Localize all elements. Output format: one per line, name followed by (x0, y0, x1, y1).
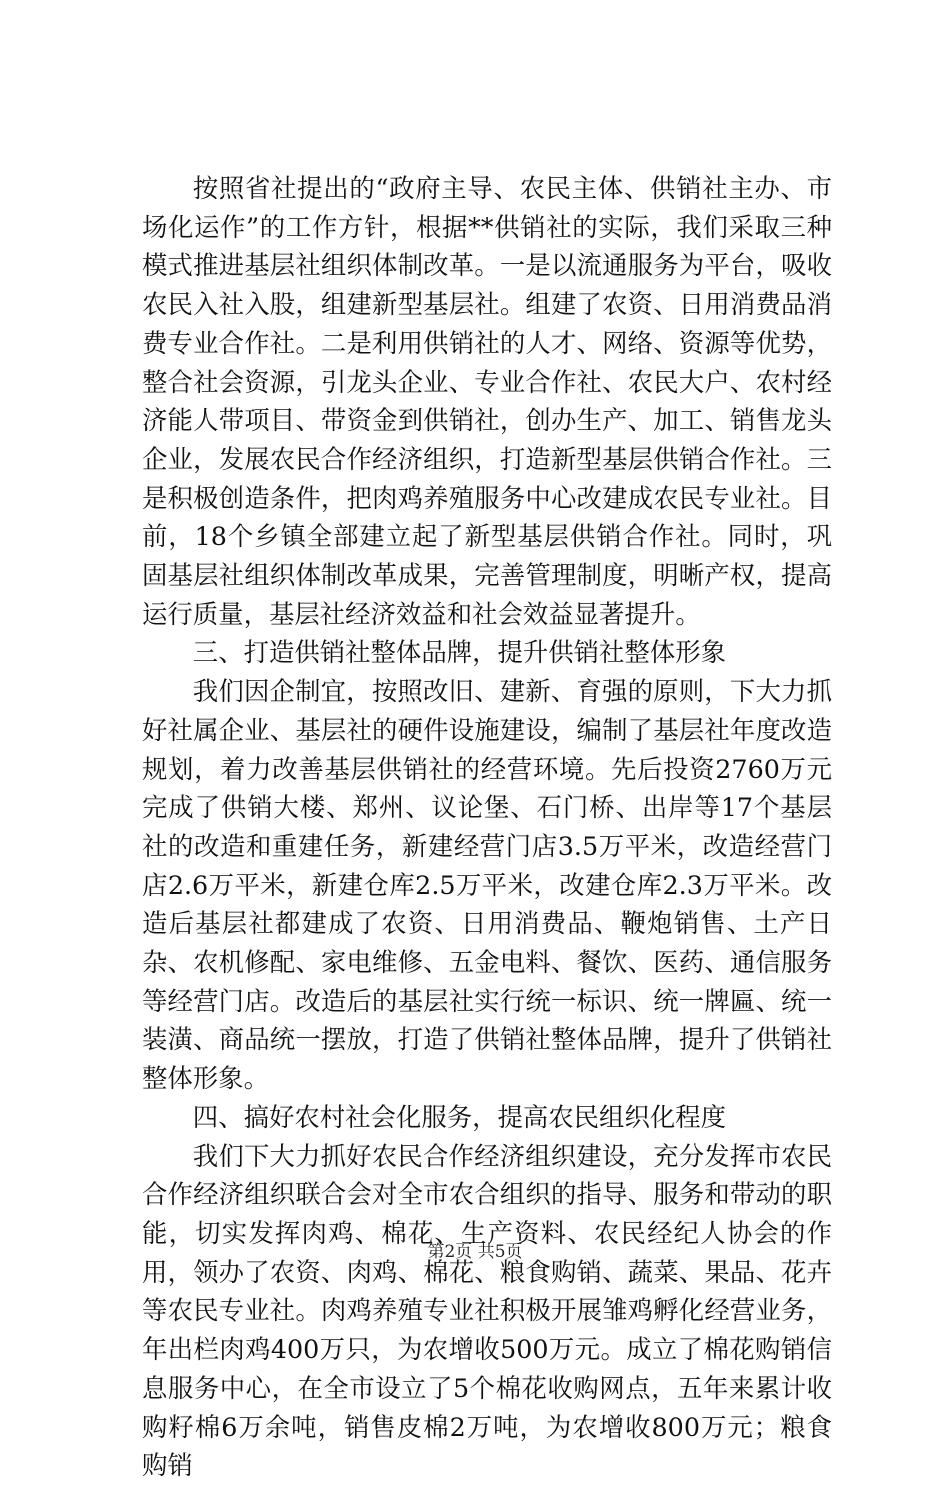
paragraph-brand-building: 我们因企制宜，按照改旧、建新、育强的原则，下大力抓好社属企业、基层社的硬件设施建设，编制了基层社年度改造规划，着力改善基层供销社的经营环境。先后投资2760万元完成了供销大楼、郑州、议论堡、石门桥、出岸等17个基层社的改造和重建任务，新建经营门店3.5万平米，改造经营门店2.6万平米，新建仓库2.5万平米，改建仓库2.3万平米。改造后基层社都建成了农资、日用消费品、鞭炮销售、土产日杂、农机修配、家电维修、五金电料、餐饮、医药、通信服务等经营门店。改造后的基层社实行统一标识、统一牌匾、统一装潢、商品统一摆放，打造了供销社整体品牌，提升了供销社整体形象。 (142, 676, 832, 1094)
paragraph-organization-reform: 按照省社提出的“政府主导、农民主体、供销社主办、市场化运作”的工作方针，根据**供销社的实际，我们采取三种模式推进基层社组织体制改革。一是以流通服务为平台，吸收农民入社入股，组建新型基层社。组建了农资、日用消费品消费专业合作社。二是利用供销社的人才、网络、资源等优势，整合社会资源，引龙头企业、专业合作社、农民大户、农村经济能人带项目、带资金到供销社，创办生产、加工、销售龙头企业，发展农民合作经济组织，打造新型基层供销合作社。三是积极创造条件，把肉鸡养殖服务中心改建成农民专业社。目前，18个乡镇全部建立起了新型基层供销合作社。同时，巩固基层社组织体制改革成果，完善管理制度，明晰产权，提高运行质量，基层社经济效益和社会效益显著提升。 (142, 173, 832, 629)
section-heading-social-service: 四、搞好农村社会化服务，提高农民组织化程度 (192, 1101, 726, 1132)
document-body (142, 169, 832, 1485)
section-heading-brand: 三、打造供销社整体品牌，提升供销社整体形象 (192, 637, 726, 668)
page-number-footer: 第2页 共5页 (427, 1242, 523, 1262)
paragraph-cooperative-organizations: 我们下大力抓好农民合作经济组织建设，充分发挥市农民合作经济组织联合会对全市农合组织的指导、服务和带动的职能，切实发挥肉鸡、棉花、生产资料、农民经纪人协会的作用，领办了农资、肉鸡、棉花、粮食购销、蔬菜、果品、花卉等农民专业社。肉鸡养殖专业社积极开展雏鸡孵化经营业务，年出栏肉鸡400万只，为农增收500万元。成立了棉花购销信息服务中心，在全市设立了5个棉花收购网点，五年来累计收购籽棉6万余吨，销售皮棉2万吨，为农增收800万元；粮食购销 (142, 1140, 832, 1481)
